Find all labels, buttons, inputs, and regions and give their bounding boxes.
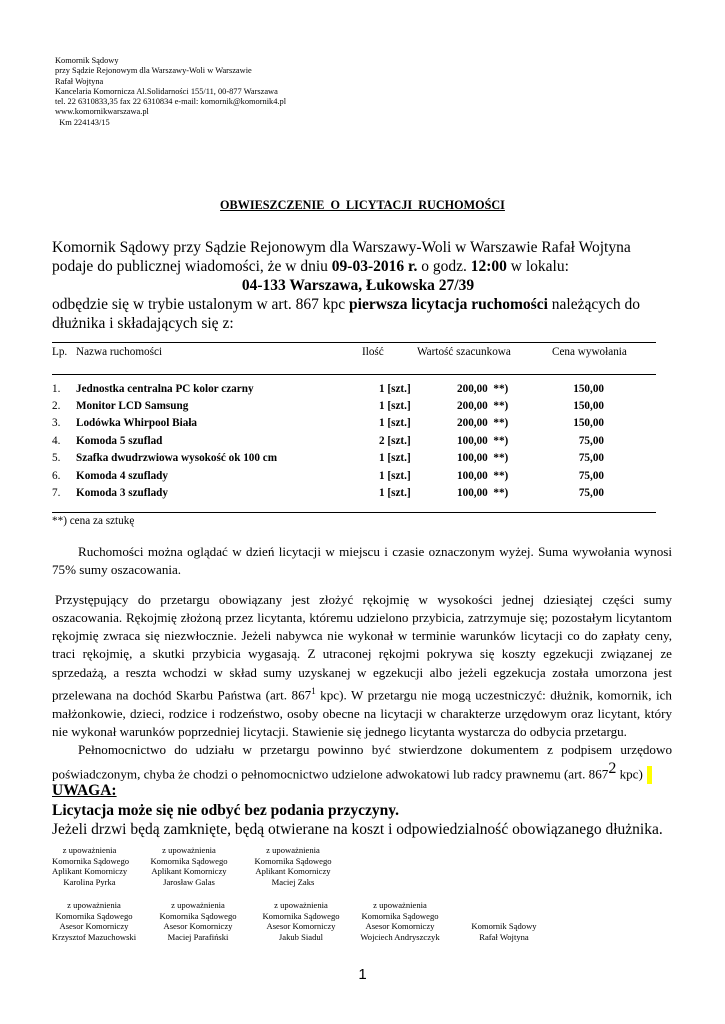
price-footnote: **) cena za sztukę [52, 515, 135, 527]
table-bottom-rule [52, 512, 656, 513]
table-row: 5. Szafka dwudrzwiowa wysokość ok 100 cm 1 [szt.] 100,00 **) 75,00 [52, 452, 604, 465]
page-number: 1 [358, 966, 367, 983]
notice-heading: UWAGA: [52, 782, 117, 799]
table-row: 4. Komoda 5 szuflad 2 [szt.] 100,00 **) 75,00 [52, 434, 604, 447]
letterhead-line: tel. 22 6310833,35 fax 22 6310834 e-mail: komornik@komornik4.pl [55, 97, 287, 107]
table-row: 7. Komoda 3 szuflady 1 [szt.] 100,00 **) 75,00 [52, 487, 604, 500]
letterhead-line: przy Sądzie Rejonowym dla Warszawy-Woli w Warszawie [55, 66, 252, 76]
intro-text: Komornik Sądowy przy Sądzie Rejonowym dla Warszawy-Woli w Warszawie Rafał Wojtyna podaje do publicznej wiadomości, że w dniu 09-03-2016 r. o godz. 12:00 w lokalu: [52, 239, 631, 275]
signature-block: z upoważnienia Komornika Sądowego Asesor Komorniczy Jakub Siadul [262, 900, 340, 942]
document-title: OBWIESZCZENIE O LICYTACJI RUCHOMOŚCI [220, 198, 505, 212]
table-row: 3. Lodówka Whirpool Biała 1 [szt.] 200,00 **) 150,00 [52, 417, 604, 430]
letterhead-line: Komornik Sądowy [55, 56, 119, 65]
paragraph-power-of-attorney: Pełnomocnictwo do udziału w przetargu powinno być stwierdzone dokumentem z podpisem urzędowo poświadczonym, chyba że chodzi o pełnomocnictwo udzielone adwokatowi lub radcy prawnemu (art. $867^2$ kpc) [52, 741, 672, 784]
auction-time: 12:00 [470, 258, 507, 275]
bailiff-signature: Komornik Sądowy Rafał Wojtyna [471, 921, 537, 942]
items-table [52, 346, 656, 502]
bailiff-letterhead [55, 56, 286, 128]
header-name: Nazwa ruchomości [76, 346, 163, 358]
auction-type: pierwsza licytacja ruchomości [349, 296, 548, 313]
signature-block: z upoważnienia Komornika Sądowego Asesor Komorniczy Wojciech Andryszczyk [360, 900, 440, 942]
table-row: 6. Komoda 4 szuflady 1 [szt.] 100,00 **) 75,00 [52, 469, 604, 482]
signature-block: z upoważnienia Komornika Sądowego Aplikant Komorniczy Maciej Zaks [254, 845, 332, 887]
notice-block [52, 781, 663, 840]
table-top-rule [52, 342, 656, 343]
case-number: Km 224143/15 [55, 117, 110, 127]
header-qty: Ilość [362, 346, 384, 358]
signature-block: z upoważnienia Komornika Sądowego Asesor Komorniczy Maciej Parafiński [159, 900, 237, 942]
table-header-row [52, 346, 656, 362]
signature-block: z upoważnienia Komornika Sądowego Aplikant Komorniczy Karolina Pyrka [52, 845, 130, 887]
paragraph-deposit: Przystępujący do przetargu obowiązany jest złożyć rękojmię w wysokości jednej dziesiątej części sumy oszacowania. Rękojmię złożoną przez licytanta, któremu udzielono przybicia, zatrzymuje się; pozostałym licytantom rękojmię zwraca się niezwłocznie. Jeżeli nabywca nie wykonał w terminie warunków licytacji co do zapłaty ceny, traci rękojmię, a skutki przybicia wygasają. Z utraconej rękojmi pokrywa się koszty egzekucji związanej ze sprzedażą, a reszta wchodzi w skład sumy uzyskanej w egzekucji albo jeżeli egzekucja została umorzona jest przelewana na dochód Skarbu Państwa (art. $867^1$ kpc). W przetargu nie mogą uczestniczyć: dłużnik, komornik, ich małżonkowie, dzieci, rodzice i rodzeństwo, osoby obecne na licytacji w charakterze urzędowym oraz licytant, który nie wykonał warunków poprzedniej licytacji. Stawienie się jednego licytanta wystarcza do odbycia przetargu. [52, 591, 672, 740]
signature-block: z upoważnienia Komornika Sądowego Asesor Komorniczy Krzysztof Mazuchowski [51, 900, 137, 942]
signature-block: z upoważnienia Komornika Sądowego Aplikant Komorniczy Jarosław Galas [150, 845, 228, 887]
header-lp: Lp. [52, 346, 68, 358]
header-value: Wartość szacunkowa [417, 346, 511, 358]
table-row: 2. Monitor LCD Samsung 1 [szt.] 200,00 **) 150,00 [52, 400, 604, 413]
auction-address: 04-133 Warszawa, Łukowska 27/39 [241, 277, 475, 294]
header-price: Cena wywołania [552, 346, 627, 358]
intro-text-2: odbędzie się w trybie ustalonym w art. 867 kpc pierwsza licytacja ruchomości należących do dłużnika i składających się z: [52, 296, 640, 332]
notice-line-2: Jeżeli drzwi będą zamknięte, będą otwierane na koszt i odpowiedzialność obowiązanego dłużnika. [52, 821, 663, 838]
auction-terms [52, 543, 672, 784]
announcement-intro [52, 238, 664, 333]
table-row: 1. Jednostka centralna PC kolor czarny 1 [szt.] 200,00 **) 150,00 [52, 382, 604, 395]
letterhead-line: Kancelaria Komornicza Al.Solidarności 155/11, 00-877 Warszawa [55, 86, 278, 96]
letterhead-line: Rafał Wojtyna [55, 76, 104, 86]
notice-line-1: Licytacja może się nie odbyć bez podania przyczyny. [52, 801, 399, 819]
letterhead-line: www.komornikwarszawa.pl [55, 107, 149, 117]
paragraph-viewing: Ruchomości można oglądać w dzień licytacji w miejscu i czasie oznaczonym wyżej. Suma wywołania wynosi 75% sumy oszacowania. [52, 544, 672, 578]
auction-date: 09-03-2016 r. [331, 258, 418, 275]
